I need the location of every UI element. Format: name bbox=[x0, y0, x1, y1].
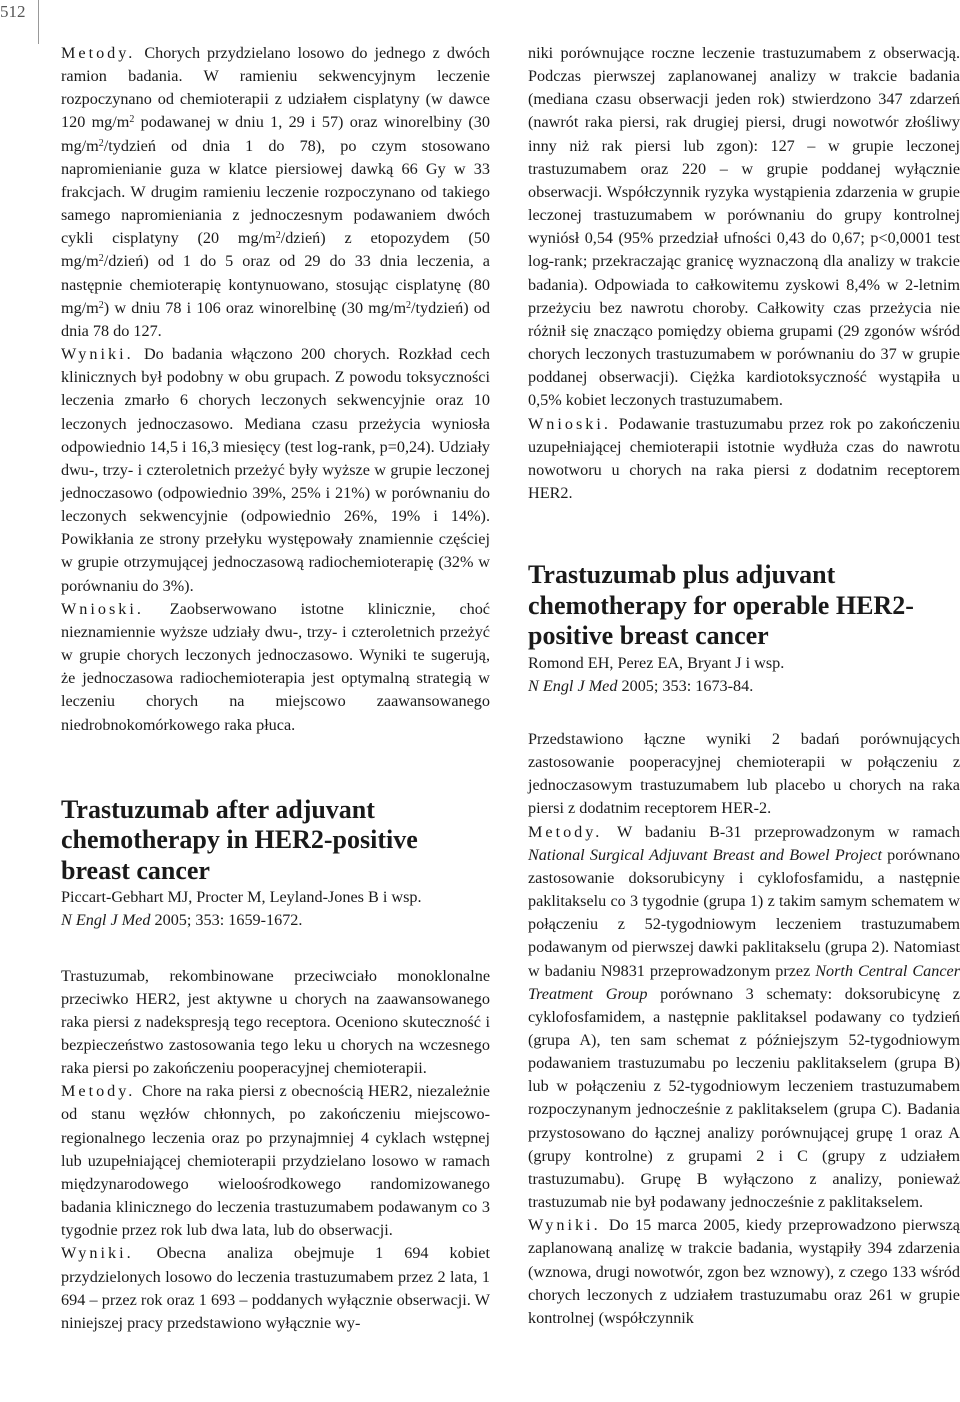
right-column bbox=[528, 42, 960, 1330]
paragraph-conclusions-1: Wnioski. Zaobserwowano istotne klinicznie, choć nieznamiennie wyższe udziały dwu-, trzy- i czteroletnich przeżyć w grupie chorych leczonych jednoczasowo. Wyniki te sugerują, że jednoczasowa radiochemioterapia jest optymalną strategią w leczeniu chorych na miejscowo zaawansowanego niedrobnokomórkowego raka płuca. bbox=[61, 599, 490, 734]
article-citation: N Engl J Med 2005; 353: 1659-1672. bbox=[61, 911, 303, 930]
article-heading: Trastuzumab after adjuvant chemotherapy in HER2-positive breast cancer bbox=[61, 794, 418, 885]
paragraph-methods-2: Metody. Chore na raka piersi z obecnością HER2, niezależnie od stanu węzłów chłonnych, po zakończeniu miejscowo-regionalnego leczenia oraz po przynajmniej 4 cyklach wstępnej lub uzupełniającej chemioterapii przydzielano losowo w ramach międzynarodowego wieloośrodkowego randomizowanego badania klinicznego do leczenia trastuzumabem podawanym co 3 tygodnie przez rok lub dwa lata, lub do obserwacji. bbox=[61, 1082, 490, 1240]
margin-rule bbox=[38, 0, 39, 44]
page-number: 512 bbox=[0, 2, 26, 21]
article-authors: Romond EH, Perez EA, Bryant J i wsp. bbox=[528, 653, 785, 672]
section-lead: Wyniki. bbox=[61, 1244, 134, 1263]
paragraph-results-3: Wyniki. Do 15 marca 2005, kiedy przeprowadzono pierwszą zaplanowaną analizę w trakcie badania, wystąpiły 394 zdarzenia (wznowa, drugi nowotwór, zgon bez wznowy), z czego 133 wśród chorych leczonych z udziałem trastuzumabu oraz 261 w grupie kontrolnej (współczynnik bbox=[528, 1216, 960, 1327]
paragraph-results-2-cont: niki porównujące roczne leczenie trastuzumabem z obserwacją. Podczas pierwszej zaplanowanej analizy w trakcie badania (mediana czasu obserwacji jeden rok) stwierdzono 347 zdarzeń (nawrót raka piersi, rak drugiej piersi, drugi nowotwór złośliwy inny niż rak piersi lub zgon): 127 – w grupie leczonej trastuzumabem oraz 220 – w grupie poddanej wyłącznie obserwacji. Współczynnik ryzyka wystąpienia zdarzenia w grupie leczonej trastuzumabem w porównaniu do grupy kontrolnej wyniósł 0,54 (95% przedział ufności 0,43 do 0,67; p<0,0001 test log-rank; przekraczając granicę wyznaczoną dla analizy w trakcie badania). Odpowiada to całkowitemu zyskowi 8,4% w 2-letnim przeżyciu bez nawrotu choroby. Całkowity czas przeżycia nie różnił się znacząco pomiędzy obiema grupami (29 zgonów wśród chorych leczonych trastuzumabem w porównaniu do 37 w grupie poddanej obserwacji). Ciężka kardiotoksyczność wystąpiła u 0,5% kobiet leczonych trastuzumabem. bbox=[528, 44, 960, 410]
paragraph-intro-2: Trastuzumab, rekombinowane przeciwciało monoklonalne przeciwko HER2, jest aktywne u chorych na zaawansowanego raka piersi z nadekspresją tego receptora. Oceniono skuteczność i bezpieczeństwo zastosowania tego leku u chorych na wczesnego raka piersi po zakończeniu pooperacyjnej chemioterapii. bbox=[61, 966, 490, 1078]
left-column bbox=[61, 42, 490, 1335]
paragraph-intro-3: Przedstawiono łączne wyniki 2 badań porównujących zastosowanie pooperacyjnej chemioterapii w połączeniu z jednoczasowym trastuzumabem lub placebo u chorych na raka piersi z dodatnim receptorem HER-2. bbox=[528, 729, 960, 818]
paragraph-methods-3: Metody. W badaniu B-31 przeprowadzonym w ramach National Surgical Adjuvant Breast and Bowel Project porównano zastosowanie doksorubicyny i cyklofosfamidu, a następnie paklitakselu co 3 tygodnie (grupa 1) z takim samym schematem w połączeniu z 52-tygodniowym leczeniem trastuzumabem podawanym od pierwszej dawki paklitakselu (grupa 2). Natomiast w badaniu N9831 przeprowadzonym przez North Central Cancer Treatment Group porównano 3 schematy: doksorubicynę z cyklofosfamidem, a następnie paklitaksel podawany co tydzień (grupa A), ten sam schemat z późniejszym 52-tygodniowym podawaniem trastuzumabu po leczeniu paklitakselem (grupa B) lub w połączeniu z 52-tygodniowym leczeniem trastuzumabem rozpoczynanym jednocześnie z paklitakselem (grupa C). Badania przystosowano do łącznej analizy porównującej grupę 1 oraz A (grupy kontrolne) z grupami 2 i C (grupy z udziałem trastuzumabu). Grupę B wyłączono z analizy, ponieważ trastuzumab nie był podawany jednocześnie z paklitakselem. bbox=[528, 822, 960, 1212]
article-heading: Trastuzumab plus adjuvant chemotherapy for operable HER2-positive breast cancer bbox=[528, 560, 914, 651]
article-authors: Piccart-Gebhart MJ, Procter M, Leyland-Jones B i wsp. bbox=[61, 888, 422, 907]
section-lead: Wnioski. bbox=[528, 414, 611, 433]
paragraph-results-2: Wyniki. Obecna analiza obejmuje 1 694 kobiet przydzielonych losowo do leczenia trastuzumabem przez 2 lata, 1 694 – przez rok oraz 1 693 – poddanych wyłącznie obserwacji. W niniejszej pracy przedstawiono wyłącznie wy- bbox=[61, 1244, 490, 1332]
section-lead: Wyniki. bbox=[528, 1216, 601, 1235]
paragraph-results-1: Wyniki. Do badania włączono 200 chorych. Rozkład cech klinicznych był podobny w obu grupach. Z powodu toksyczności leczenia zmarło 6 chorych leczonych sekwencyjnie oraz 10 leczonych jednoczasowo. Mediana czasu przeżycia wyniosła odpowiednio 14,5 i 16,3 miesięcy (test log-rank, p=0,24). Udziały dwu-, trzy- i czteroletnich przeżyć były wyższe w grupie leczonej jednoczasowo (odpowiednio 39%, 25% i 21%) w porównaniu do leczonych sekwencyjnie (odpowiednio 26%, 19% i 14%). Powikłania ze strony przełyku występowały znamiennie częściej w grupie otrzymującej jednoczasową radiochemioterapię (32% w porównaniu do 3%). bbox=[61, 345, 490, 595]
section-lead: Wyniki. bbox=[61, 345, 134, 364]
paragraph-methods-1: Metody. Chorych przydzielano losowo do jednego z dwóch ramion badania. W ramieniu sekwencyjnym leczenie rozpoczynano od chemioterapii z udziałem cisplatyny (w dawce 120 $mg/m^2$ podawanej w dniu 1, 29 i 57) oraz winorelbiny (30 $mg/m^2$/tydzień od dnia 1 do 78), po czym stosowano napromienianie guza w klatce piersiowej dawką 66 Gy w 33 frakcjach. W drugim ramieniu leczenie rozpoczynano od takiego samego napromieniania z jednoczesnym podawaniem dwóch cykli cisplatyny (20 $mg/m^2/dzień$) z etopozydem (50 $mg/m^2/dzień$) od 1 do 5 oraz od 29 do 33 dnia leczenia, a następnie chemioterapię kontynuowano, stosując cisplatynę (80 $mg/m^2$) w dniu 78 i 106 oraz winorelbinę (30 $mg/m^2/tydzień$) od dnia 78 do 127. bbox=[61, 44, 490, 340]
section-lead: Metody. bbox=[61, 44, 136, 62]
article-citation: N Engl J Med 2005; 353: 1673-84. bbox=[528, 676, 754, 695]
section-lead: Metody. bbox=[528, 822, 603, 841]
paragraph-conclusions-2: Wnioski. Podawanie trastuzumabu przez rok po zakończeniu uzupełniającej chemioterapii istotnie wydłuża czas do nawrotu nowotworu u chorych na raka piersi z dodatnim receptorem HER2. bbox=[528, 414, 960, 502]
section-lead: Metody. bbox=[61, 1082, 136, 1101]
section-lead: Wnioski. bbox=[61, 599, 144, 618]
